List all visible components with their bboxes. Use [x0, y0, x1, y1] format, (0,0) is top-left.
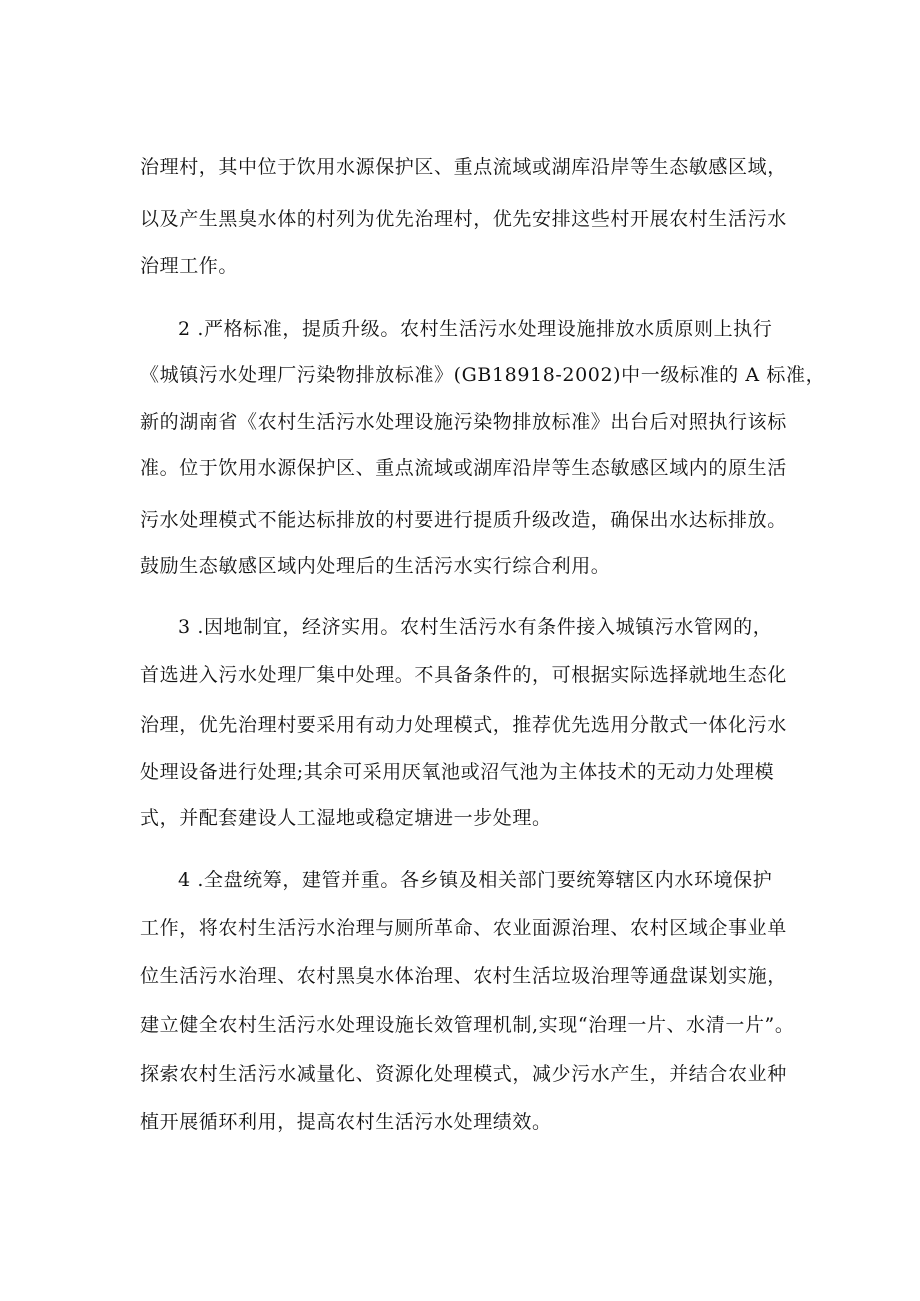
paragraph-line: 探索农村生活污水减量化、资源化处理模式，减少污水产生，并结合农业种 — [140, 1063, 787, 1085]
paragraph-line: 3 .因地制宜，经济实用。农村生活污水有条件接入城镇污水管网的， — [178, 616, 773, 638]
paragraph-line: 植开展循环利用，提高农村生活污水处理绩效。 — [140, 1111, 552, 1133]
paragraph-line: 式，并配套建设人工湿地或稳定塘进一步处理。 — [140, 807, 552, 829]
document-body — [140, 0, 826, 1301]
paragraph-line: 位生活污水治理、农村黑臭水体治理、农村生活垃圾治理等通盘谋划实施， — [140, 965, 787, 987]
paragraph-line: 鼓励生态敏感区域内处理后的生活污水实行综合利用。 — [140, 555, 611, 577]
paragraph-line: 建立健全农村生活污水处理设施长效管理机制,实现“治理一片、水清一片”。 — [140, 1014, 795, 1036]
paragraph-line: 治理，优先治理村要采用有动力处理模式，推荐优先选用分散式一体化污水 — [140, 714, 787, 736]
paragraph-line: 《城镇污水处理厂污染物排放标准》(GB18918-2002)中一级标准的 A 标准， — [140, 364, 826, 386]
paragraph-line: 4 .全盘统筹，建管并重。各乡镇及相关部门要统筹辖区内水环境保护 — [178, 869, 773, 891]
paragraph-line: 新的湖南省《农村生活污水处理设施污染物排放标准》出台后对照执行该标 — [140, 411, 787, 433]
paragraph-line: 处理设备进行处理;其余可采用厌氧池或沼气池为主体技术的无动力处理模 — [140, 761, 775, 783]
paragraph-line: 首选进入污水处理厂集中处理。不具备条件的，可根据实际选择就地生态化 — [140, 664, 787, 686]
paragraph-line: 准。位于饮用水源保护区、重点流域或湖库沿岸等生态敏感区域内的原生活 — [140, 457, 787, 479]
paragraph-line: 2 .严格标准，提质升级。农村生活污水处理设施排放水质原则上执行 — [178, 318, 773, 340]
paragraph-line: 污水处理模式不能达标排放的村要进行提质升级改造，确保出水达标排放。 — [140, 509, 787, 531]
paragraph-line: 治理工作。 — [140, 255, 239, 277]
paragraph-line: 以及产生黑臭水体的村列为优先治理村，优先安排这些村开展农村生活污水 — [140, 208, 787, 230]
paragraph-line: 治理村，其中位于饮用水源保护区、重点流域或湖库沿岸等生态敏感区域， — [140, 156, 787, 178]
paragraph-line: 工作，将农村生活污水治理与厕所革命、农业面源治理、农村区域企事业单 — [140, 917, 787, 939]
